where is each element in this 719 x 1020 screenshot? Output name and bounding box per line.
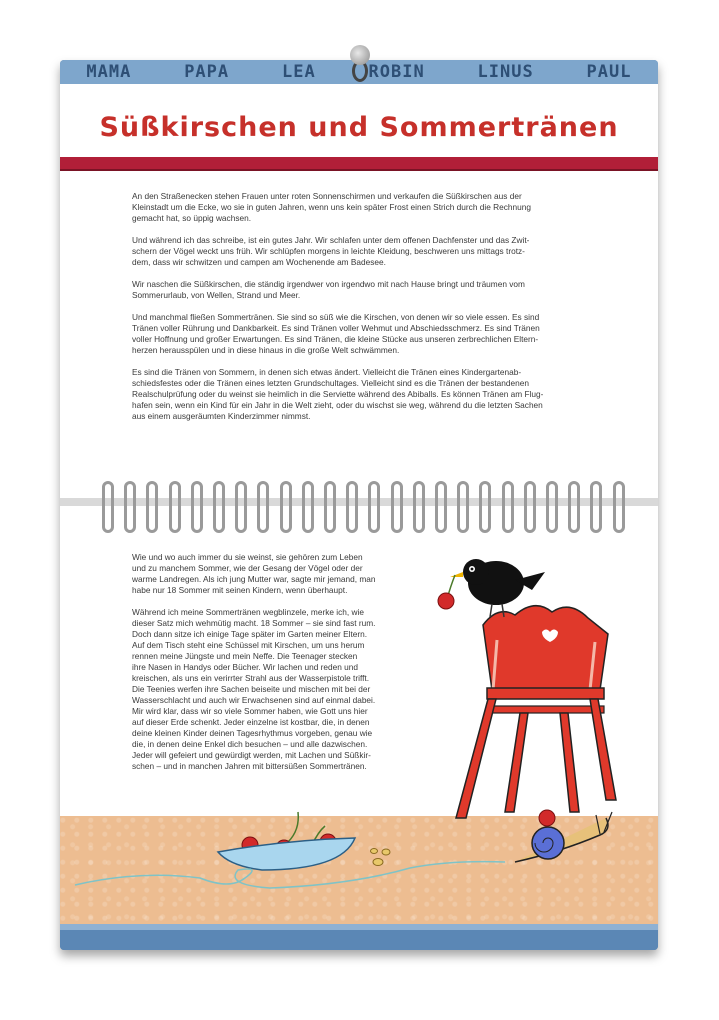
- name-lea: LEA: [281, 62, 316, 82]
- name-linus: LINUS: [477, 62, 534, 82]
- cherry-icon: [438, 575, 455, 609]
- name-paul: PAUL: [586, 62, 632, 82]
- name-mama: MAMA: [86, 62, 132, 82]
- paragraph: An den Straßenecken stehen Frauen unter roten Sonnenschirmen und verkaufen die Süßkirschen aus der Kleinstadt um die Ecke, wo sie in guten Jahren, wenn uns kein später Frost einen Strich durch die Rechnung gemacht hat, so üppig wachsen.: [132, 191, 531, 223]
- name-papa: PAPA: [184, 62, 230, 82]
- paragraph: Wir naschen die Süßkirschen, die ständig irgendwer von irgendwo mit nach Hause bringt und träumen vom Sommerurlaub, von Wellen, Strand und Meer.: [132, 279, 525, 300]
- cherry-pit: [373, 859, 383, 866]
- snail-icon: [515, 810, 612, 862]
- cherry-bowl-icon: [218, 812, 355, 870]
- cherry-pit: [382, 849, 390, 855]
- paragraph: Und manchmal fließen Sommertränen. Sie sind so süß wie die Kirschen, von denen wir so viele essen. Es sind Tränen voller Rührung und Dankbarkeit. Es sind Tränen voller Wehmut und Abschiedsschmerz. Es sind Tränen voller Hoffnung und großer Erwartungen. Es sind Tränen, die kleine Stücke aus unseren zerbrechlichen Eltern- herzen herausspülen und in diese hinaus in die große Welt schwämmen.: [132, 312, 540, 355]
- page-title: Süßkirschen und Sommertränen: [99, 112, 619, 143]
- red-chair-icon: [456, 606, 616, 818]
- cherry-pit: [371, 849, 378, 854]
- paragraph: Und während ich das schreibe, ist ein gutes Jahr. Wir schlafen unter dem offenen Dachfenster und das Zwit- schern der Vögel weckt uns früh. Wir schlüpfen morgens in leichte Kleidung, beschweren uns mittags trotz- dem, dass wir schwitzen und campen am Wochenende am Badesee.: [132, 235, 530, 267]
- paragraph: Es sind die Tränen von Sommern, in denen sich etwas ändert. Vielleicht die Tränen eines Kindergartenab- schiedsfestes oder die Tränen eines letzten Grundschultages. Vielleicht sind es die Tränen der bestandenen Realschulprüfung oder du weinst sie heimlich in die Serviette während des Abiballs. Es können Tränen am Flug- hafen sein, wenn ein Kind für ein Jahr in die Welt zieht, oder du wischst sie weg, während du die letzten Sachen aus einem ausgeräumten Kinderzimmer nimmst.: [132, 367, 544, 421]
- name-robin: ROBIN: [368, 62, 425, 82]
- paragraph: Während ich meine Sommertränen wegblinzele, merke ich, wie dieser Satz mich wehmütig macht. 18 Sommer – sie sind fast rum. Doch dann sitze ich einige Tage später im Garten meiner Eltern. Auf dem Tisch steht eine Schüssel mit Kirschen, um uns herum rennen meine Jüngste und mein Neffe. Die Teenager stecken ihre Nasen in Handys oder Bücher. Wir lachen und reden und kreischen, als uns ein verirrter Strahl aus der Wasserpistole trifft. Die Teenies werfen ihre Sachen beiseite und mischen mit bei der Wasserschlacht und auch wir Erwachsenen sind auf einmal dabei. Mir wird klar, dass wir so viele Sommer haben, wie Gott uns hier auf dieser Erde schenkt. Jeder einzelne ist kostbar, die, in denen deine kleinen Kinder deinen Tagesrhythmus vorgeben, genau wie die, in denen deine Enkel dich besuchen – und alle dazwischen. Jeder will gefeiert und gewürdigt werden, mit Lachen und Süßkir- schen – und in manchen Jahren mit bittersüßen Sommertränen.: [132, 607, 376, 771]
- paragraph: Wie und wo auch immer du sie weinst, sie gehören zum Leben und zu manchem Sommer, wie der Gesang der Vögel oder der warme Landregen. Als ich jung Mutter war, sagte mir jemand, man habe nur 18 Sommer mit seinen Kindern, wenn überhaupt.: [132, 552, 376, 595]
